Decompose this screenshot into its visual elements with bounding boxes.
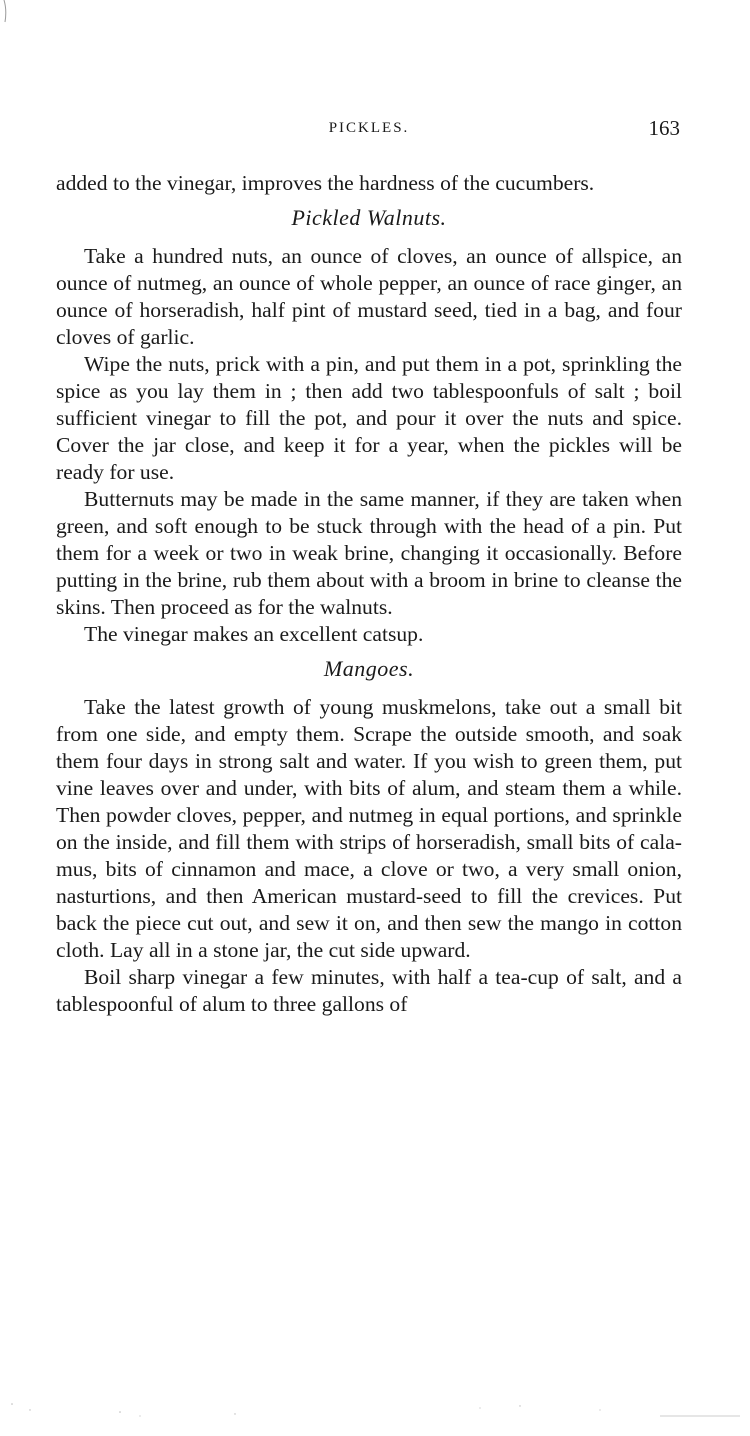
section-title-mangoes: Mangoes. — [323, 656, 415, 681]
running-title: PICKLES. — [328, 120, 410, 136]
mangoes-paragraph-1: Take the latest growth of young muskmelons, take out a small bit from one side, and empty them. Scrape the outside smooth, and soak them four days in strong salt and water. If you wish to green them, put vine leaves over and under, with bits of alum, and steam them a while. Then powder cloves, pepper, and nutmeg in equal portions, and sprinkle on the inside, and fill them with strips of horseradish, small bits of calamus, bits of cinnamon and mace, a clove or two, a very small onion, nasturtions, and then American mustard-seed to fill the crevices. Put back the piece cut out, and sew it on, and then sew the mango in cotton cloth. Lay all in a stone jar, the cut side upward. — [56, 695, 682, 962]
walnuts-paragraph-4: The vinegar makes an excellent catsup. — [84, 622, 424, 646]
mangoes-paragraph-2: Boil sharp vinegar a few minutes, with half a tea-cup of salt, and a tablespoonful of alum to three gallons of — [56, 965, 682, 1016]
section-title-walnuts: Pickled Walnuts. — [291, 205, 447, 230]
walnuts-paragraph-3: Butternuts may be made in the same manner, if they are taken when green, and soft enough to be stuck through with the head of a pin. Put them for a week or two in weak brine, changing it occasionally. Before putting in the brine, rub them about with a broom in brine to cleanse the skins. Then proceed as for the walnuts. — [56, 487, 682, 619]
running-head — [56, 116, 682, 144]
continued-paragraph: added to the vinegar, improves the hardness of the cucumbers. — [56, 171, 595, 195]
page-edge-mark — [0, 0, 10, 80]
page-number: 163 — [648, 116, 680, 140]
body-text — [56, 170, 682, 1018]
paper-specks — [0, 1396, 750, 1436]
walnuts-paragraph-1: Take a hundred nuts, an ounce of cloves, an ounce of allspice, an ounce of nutmeg, an ounce of whole pepper, an ounce of race ginger, an ounce of horseradish, half pint of mustard seed, tied in a bag, and four cloves of garlic. — [56, 244, 682, 349]
walnuts-paragraph-2: Wipe the nuts, prick with a pin, and put them in a pot, sprinkling the spice as you lay them in ; then add two tablespoonfuls of salt ; boil sufficient vinegar to fill the pot, and pour it over the nuts and spice. Cover the jar close, and keep it for a year, when the pickles will be ready for use. — [56, 352, 682, 484]
